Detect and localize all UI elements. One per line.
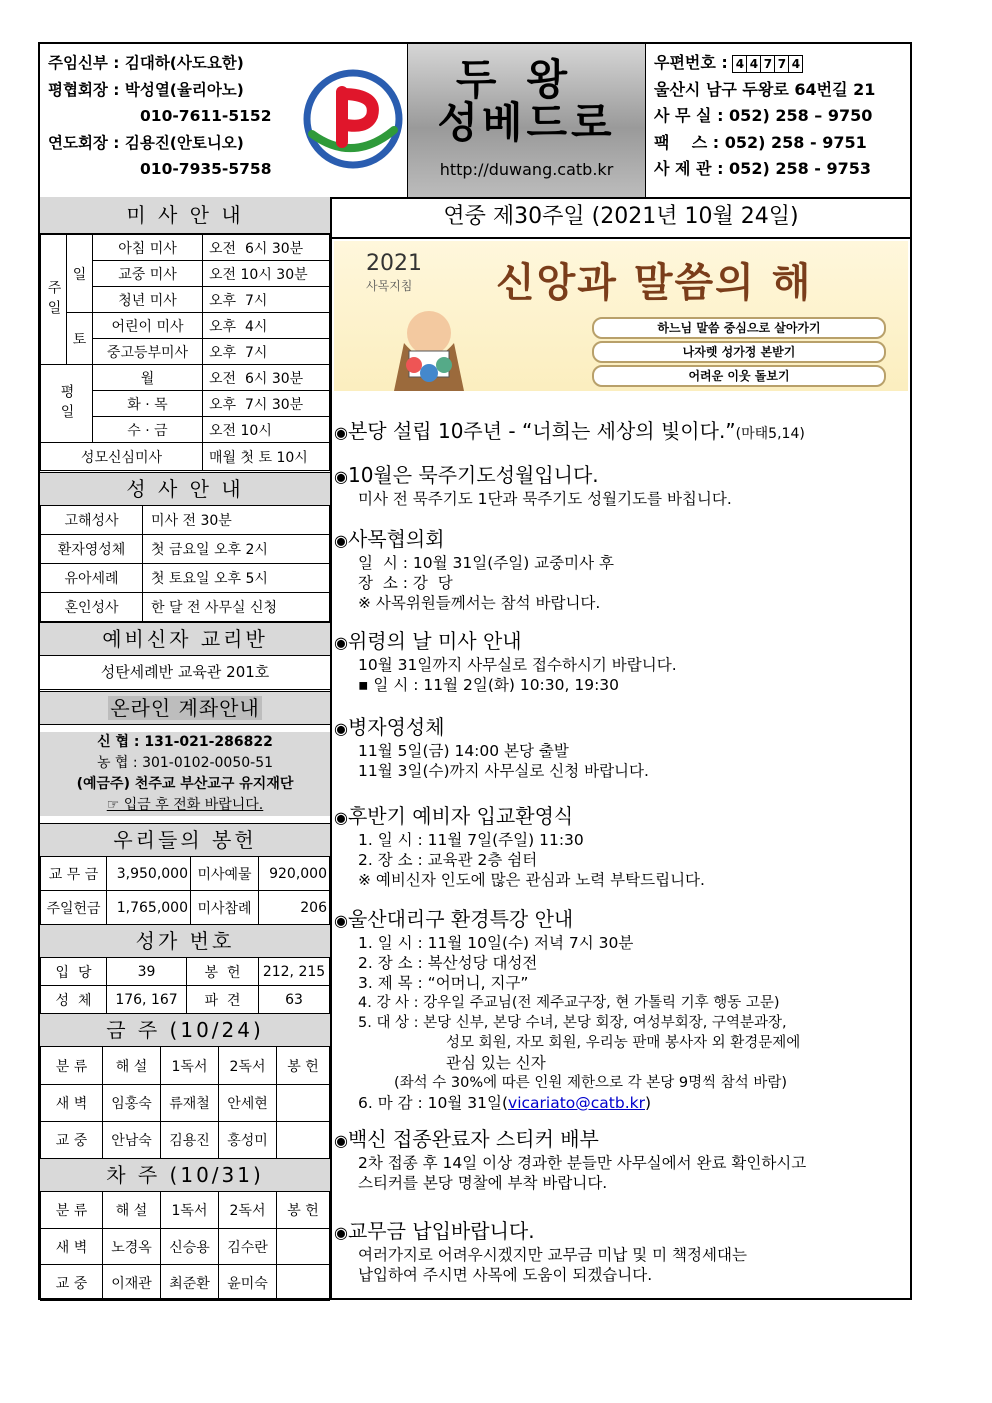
catechumen-info: 성탄세례반 교육관 201호 xyxy=(40,655,330,690)
hymn-key: 입 당 xyxy=(41,958,107,986)
role-cell: 김수란 xyxy=(219,1229,277,1265)
notice-line: 관심 있는 신자 xyxy=(446,1054,546,1072)
catechumen-title: 예비신자 교리반 xyxy=(40,622,330,656)
liturgical-week-title: 연중 제30주일 (2021년 10월 24일) xyxy=(332,197,910,239)
deadline-text: 6. 마 감 : 10월 31일( xyxy=(358,1094,509,1112)
council-phone: 010-7611-5152 xyxy=(140,107,272,125)
bullet-icon: ◉ xyxy=(334,1131,348,1150)
roles-header: 분 류 xyxy=(41,1047,103,1085)
sacrament-info: 한 달 전 사무실 신청 xyxy=(143,593,330,622)
role-cell: 윤미숙 xyxy=(219,1265,277,1301)
notice-title-text: 본당 설립 10주년 - “너희는 세상의 빛이다.” xyxy=(347,419,736,443)
mass-name: 어린이 미사 xyxy=(93,313,203,339)
online-account-title-text: 온라인 계좌안내 xyxy=(110,696,260,720)
mass-name: 교중 미사 xyxy=(93,261,203,287)
mass-time: 오후 4시 xyxy=(203,313,330,339)
notice-line: 1. 일 시 : 11월 10일(수) 저녁 7시 30분 xyxy=(358,934,634,952)
next-week-title: 차 주 (10/31) xyxy=(40,1158,330,1192)
district-head-line: 연도회장 : 김용진(안토니오) xyxy=(48,133,244,152)
hymn-key: 봉 헌 xyxy=(187,958,259,986)
role-cell: 안남숙 xyxy=(103,1122,161,1159)
postal-digit: 4 xyxy=(746,55,761,73)
notice-line: 11월 5일(금) 14:00 본당 출발 xyxy=(358,742,569,760)
parish-title-line2: 성베드로 xyxy=(437,98,616,147)
mass-time: 오전 10시 30분 xyxy=(203,261,330,287)
hymn-value: 212, 215 xyxy=(259,958,330,986)
notice-title-text: 울산대리구 환경특강 안내 xyxy=(347,907,574,931)
mass-name: 수 · 금 xyxy=(93,417,203,443)
hymn-value: 176, 167 xyxy=(107,986,187,1014)
banner-subtitle: 사목지침 xyxy=(366,279,413,293)
notice-line: 성모 회원, 자모 회원, 우리농 판매 봉사자 외 환경문제에 xyxy=(446,1035,801,1051)
sacrament-table xyxy=(40,505,330,622)
roles-header: 봉 헌 xyxy=(277,1192,330,1229)
notice-line: 2차 접종 후 14일 이상 경과한 분들만 사무실에서 완료 확인하시고 xyxy=(358,1154,807,1172)
notice-dues xyxy=(334,1219,910,1285)
role-cell: 안세현 xyxy=(219,1085,277,1122)
postal-digit: 7 xyxy=(774,55,789,73)
role-cell: 새 벽 xyxy=(41,1085,103,1122)
pastor-line: 주임신부 : 김대하(사도요한) xyxy=(48,54,244,72)
banner-item: 어려운 이웃 돌보기 xyxy=(592,365,886,387)
sacrament-name: 유아세례 xyxy=(41,564,143,593)
account-holder: (예금주) 천주교 부산교구 유지재단 xyxy=(76,776,294,792)
notice-title-text: 교무금 납입바랍니다. xyxy=(347,1219,535,1243)
devotion-mass-time: 매월 첫 토 10시 xyxy=(203,443,330,471)
notice-line: 11월 3일(수)까지 사무실로 신청 바랍니다. xyxy=(358,762,649,780)
sacrament-name: 환자영성체 xyxy=(41,535,143,564)
this-week-roles-table xyxy=(40,1046,330,1159)
district-phone: 010-7935-5758 xyxy=(140,160,272,178)
offering-title: 우리들의 봉헌 xyxy=(40,823,330,857)
postal-label: 우편번호 : xyxy=(654,53,728,72)
sacrament-name: 고해성사 xyxy=(41,506,143,535)
mass-name: 월 xyxy=(93,365,203,391)
role-cell: 김용진 xyxy=(161,1122,219,1159)
header xyxy=(40,44,910,199)
sacrament-info: 첫 토요일 오후 5시 xyxy=(143,564,330,593)
notice-title-text: 후반기 예비자 입교환영식 xyxy=(347,804,574,828)
account-nonghyup: 농 협 : 301-0102-0050-51 xyxy=(96,755,274,771)
hymn-key: 성 체 xyxy=(41,986,107,1014)
notice-rosary-month xyxy=(334,463,910,509)
notice-line: 스티커를 본당 명찰에 부착 바랍니다. xyxy=(358,1174,608,1192)
role-cell: 새 벽 xyxy=(41,1229,103,1265)
role-cell: 이재관 xyxy=(103,1265,161,1301)
notice-line: ※ 예비신자 인도에 많은 관심과 노력 부탁드립니다. xyxy=(358,871,705,889)
roles-header: 1독서 xyxy=(161,1047,219,1085)
notice-line: (좌석 수 30%에 따른 인원 제한으로 각 본당 9명씩 참석 바람) xyxy=(394,1075,788,1091)
notice-title-text: 사목협의회 xyxy=(347,527,445,551)
notice-title xyxy=(334,527,910,553)
next-week-roles-table xyxy=(40,1191,330,1301)
notice-sick-communion xyxy=(334,715,910,781)
holy-family-illustration-icon xyxy=(354,303,504,391)
notice-line: 장 소 : 강 당 xyxy=(358,574,453,592)
role-cell: 노경옥 xyxy=(103,1229,161,1265)
notice-title xyxy=(334,804,910,830)
deadline-close: ) xyxy=(645,1094,652,1112)
bullet-icon: ◉ xyxy=(334,719,348,738)
roles-header: 2독서 xyxy=(219,1192,277,1229)
offering-value: 920,000 xyxy=(259,857,330,891)
notice-anniversary xyxy=(334,419,910,446)
bullet-icon: ◉ xyxy=(334,808,348,827)
notice-vaccine-sticker xyxy=(334,1127,910,1193)
hymn-value: 39 xyxy=(107,958,187,986)
sacrament-info: 첫 금요일 오후 2시 xyxy=(143,535,330,564)
parish-title-box xyxy=(407,44,646,197)
offering-value: 206 xyxy=(259,891,330,925)
notice-title xyxy=(334,715,910,741)
mass-time: 오전 10시 xyxy=(203,417,330,443)
postal-code xyxy=(654,50,910,77)
saturday-label: 토 xyxy=(67,313,93,365)
notice-catechumen-welcome xyxy=(334,804,910,890)
notice-title xyxy=(334,1127,910,1153)
weekday-group-label: 평일 xyxy=(41,365,93,443)
notice-all-souls-mass xyxy=(334,629,910,695)
mass-time: 오후 7시 xyxy=(203,287,330,313)
offering-key: 주일헌금 xyxy=(41,891,107,925)
notice-line: 여러가지로 어려우시겠지만 교무금 미납 및 미 책정세대는 xyxy=(358,1246,747,1264)
sacrament-info: 미사 전 30분 xyxy=(143,506,330,535)
council-president-line: 평협회장 : 박성열(율리아노) xyxy=(48,80,244,99)
banner-item: 나자렛 성가정 본받기 xyxy=(592,341,886,363)
role-cell xyxy=(277,1122,330,1159)
devotion-mass-name: 성모신심미사 xyxy=(41,443,203,471)
notice-line: 일 시 : 10월 31일(주일) 교중미사 후 xyxy=(358,554,614,572)
banner-title: 신앙과 말씀의 해 xyxy=(496,259,813,306)
sacrament-title: 성 사 안 내 xyxy=(40,472,330,506)
notice-title xyxy=(334,907,910,933)
mass-time: 오후 7시 xyxy=(203,339,330,365)
roles-header: 봉 헌 xyxy=(277,1047,330,1085)
address-line: 울산시 남구 두왕로 64번길 21 xyxy=(654,79,876,99)
roles-header: 분 류 xyxy=(41,1192,103,1229)
role-cell: 최준환 xyxy=(161,1265,219,1301)
email-link[interactable]: vicariato@catb.kr xyxy=(508,1094,645,1112)
notice-title-text: 10월은 묵주기도성월입니다. xyxy=(347,463,599,487)
notice-line: 2. 장 소 : 교육관 2층 쉼터 xyxy=(358,851,538,869)
role-cell xyxy=(277,1229,330,1265)
this-week-title: 금 주 (10/24) xyxy=(40,1013,330,1047)
mass-name: 아침 미사 xyxy=(93,235,203,261)
mass-name: 화 · 목 xyxy=(93,391,203,417)
sunday-label: 일 xyxy=(67,235,93,313)
pastoral-banner xyxy=(334,241,908,391)
bullet-icon: ◉ xyxy=(334,911,348,930)
offering-key: 미사예물 xyxy=(191,857,259,891)
hymn-key: 파 견 xyxy=(187,986,259,1014)
roles-header: 1독서 xyxy=(161,1192,219,1229)
bullet-icon: ◉ xyxy=(334,531,348,550)
fax-number: 팩 스 : 052) 258 - 9751 xyxy=(654,132,867,152)
mass-time: 오전 6시 30분 xyxy=(203,235,330,261)
sacrament-name: 혼인성사 xyxy=(41,593,143,622)
notice-line: ※ 사목위원들께서는 참석 바랍니다. xyxy=(358,594,601,612)
notice-line: 5. 대 상 : 본당 신부, 본당 수녀, 본당 회장, 여성부회장, 구역분과장, xyxy=(358,1015,787,1031)
account-note: ☞ 입금 후 전화 바랍니다. xyxy=(106,797,264,813)
banner-item: 하느님 말씀 중심으로 살아가기 xyxy=(592,317,886,339)
notice-title xyxy=(334,419,910,446)
bullet-icon: ◉ xyxy=(334,423,348,442)
roles-header: 해 설 xyxy=(103,1192,161,1229)
notice-line: 10월 31일까지 사무실로 접수하시기 바랍니다. xyxy=(358,656,677,674)
hymn-value: 63 xyxy=(259,986,330,1014)
mass-name: 청년 미사 xyxy=(93,287,203,313)
role-cell: 신승용 xyxy=(161,1229,219,1265)
notice-title xyxy=(334,1219,910,1245)
sunday-group-label: 주일 xyxy=(41,235,67,365)
bullet-icon: ◉ xyxy=(334,633,348,652)
role-cell: 홍성미 xyxy=(219,1122,277,1159)
notice-line: 미사 전 묵주기도 1단과 묵주기도 성월기도를 바칩니다. xyxy=(358,490,732,508)
mass-time: 오전 6시 30분 xyxy=(203,365,330,391)
parish-title-line1: 두왕 xyxy=(455,55,598,104)
notice-line: 2. 장 소 : 복산성당 대성전 xyxy=(358,954,538,972)
notice-title xyxy=(334,463,910,489)
notice-line: 납입하여 주시면 사목에 도움이 되겠습니다. xyxy=(358,1266,653,1284)
mass-schedule-table xyxy=(40,234,330,471)
office-phone: 사 무 실 : 052) 258 – 9750 xyxy=(654,106,873,125)
banner-year: 2021 xyxy=(366,251,422,276)
notice-pastoral-council xyxy=(334,527,910,613)
offering-table xyxy=(40,856,330,925)
role-cell: 임홍숙 xyxy=(103,1085,161,1122)
parish-logo-icon xyxy=(298,64,408,174)
postal-digit: 4 xyxy=(732,55,747,73)
parish-address xyxy=(654,50,910,183)
role-cell: 교 중 xyxy=(41,1122,103,1159)
role-cell: 류재철 xyxy=(161,1085,219,1122)
notice-environment-lecture xyxy=(334,907,910,1113)
left-panel xyxy=(40,197,332,1298)
notice-title-text: 백신 접종완료자 스티커 배부 xyxy=(347,1127,599,1151)
parish-url[interactable]: http://duwang.catb.kr xyxy=(439,160,614,179)
hymn-title: 성가 번호 xyxy=(40,924,330,958)
scripture-ref: (마태5,14) xyxy=(735,426,805,442)
offering-key: 교 무 금 xyxy=(41,857,107,891)
mass-name: 중고등부미사 xyxy=(93,339,203,365)
account-shinhyup: 신 협 : 131-021-286822 xyxy=(97,734,273,750)
roles-header: 2독서 xyxy=(219,1047,277,1085)
offering-value: 3,950,000 xyxy=(107,857,191,891)
offering-key: 미사참례 xyxy=(191,891,259,925)
mass-time: 오후 7시 30분 xyxy=(203,391,330,417)
bullet-icon: ◉ xyxy=(334,1223,348,1242)
bulletin-frame xyxy=(38,42,912,1300)
postal-digit: 4 xyxy=(788,55,803,73)
bullet-icon: ◉ xyxy=(334,467,348,486)
notice-title xyxy=(334,629,910,655)
notice-line: ▪ 일 시 : 11월 2일(화) 10:30, 19:30 xyxy=(358,676,620,694)
notice-line: 1. 일 시 : 11월 7일(주일) 11:30 xyxy=(358,831,584,849)
role-cell xyxy=(277,1265,330,1301)
notice-line: 3. 제 목 : “어머니, 지구” xyxy=(358,974,529,992)
mass-schedule-title: 미 사 안 내 xyxy=(40,197,330,234)
roles-header: 해 설 xyxy=(103,1047,161,1085)
offering-value: 1,765,000 xyxy=(107,891,191,925)
account-info xyxy=(40,732,330,816)
notice-title-text: 병자영성체 xyxy=(347,715,445,739)
online-account-title xyxy=(40,691,330,725)
notice-line: 4. 강 사 : 강우일 주교님(전 제주교구장, 현 가톨릭 기후 행동 고문) xyxy=(358,995,780,1011)
postal-digit: 7 xyxy=(760,55,775,73)
notice-line xyxy=(334,1093,910,1113)
role-cell: 교 중 xyxy=(41,1265,103,1301)
clergy-contacts xyxy=(48,50,298,183)
rectory-phone: 사 제 관 : 052) 258 - 9753 xyxy=(654,159,872,178)
notice-title-text: 위령의 날 미사 안내 xyxy=(347,629,522,653)
role-cell xyxy=(277,1085,330,1122)
hymn-table xyxy=(40,957,330,1014)
